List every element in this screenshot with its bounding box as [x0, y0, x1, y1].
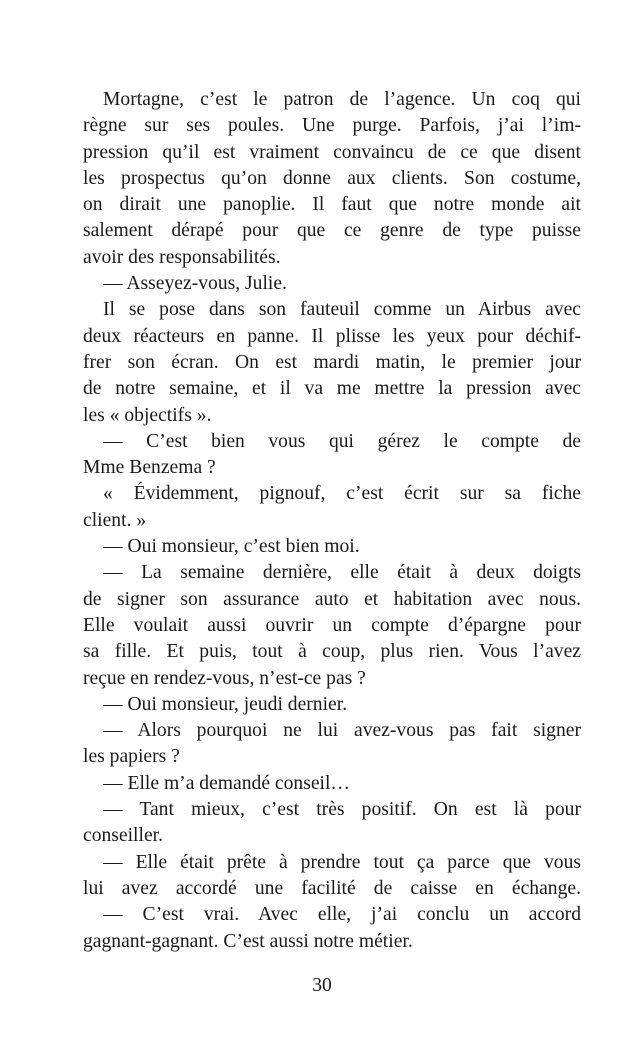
text-line: pression qu’il est vraiment convaincu de ce que disent — [83, 141, 581, 163]
text-line: de signer son assurance auto et habitation avec nous. — [83, 588, 581, 610]
text-line: — Asseyez-vous, Julie. — [103, 273, 287, 295]
page-number: 30 — [312, 975, 332, 996]
text-line: les papiers ? — [83, 746, 180, 768]
text-line: avoir des responsabilités. — [83, 246, 281, 268]
text-line: Il se pose dans son fauteuil comme un Airbus avec — [103, 299, 581, 321]
body-text — [83, 87, 581, 955]
text-line: client. » — [83, 509, 147, 531]
text-line: — Oui monsieur, jeudi dernier. — [103, 693, 348, 715]
text-line: règne sur ses poules. Une purge. Parfois, j’ai l’im- — [83, 115, 581, 137]
text-line: — La semaine dernière, elle était à deux doigts — [103, 562, 581, 584]
text-line: sa fille. Et puis, tout à coup, plus rien. Vous l’avez — [83, 641, 581, 663]
text-line: — Tant mieux, c’est très positif. On est là pour — [103, 799, 581, 821]
text-line: Elle voulait aussi ouvrir un compte d’épargne pour — [83, 614, 581, 636]
text-line: salement dérapé pour que ce genre de type puisse — [83, 220, 581, 242]
text-line: — Elle m’a demandé conseil… — [103, 772, 351, 794]
text-line: deux réacteurs en panne. Il plisse les yeux pour déchif- — [83, 325, 581, 347]
text-line: — Elle était prête à prendre tout ça parce que vous — [103, 851, 581, 873]
text-line: — Oui monsieur, c’est bien moi. — [103, 536, 360, 558]
text-line: lui avez accordé une facilité de caisse en échange. — [83, 877, 581, 899]
text-line: les prospectus qu’on donne aux clients. Son costume, — [83, 167, 581, 189]
text-line: Mortagne, c’est le patron de l’agence. Un coq qui — [103, 89, 581, 110]
text-line: on dirait une panoplie. Il faut que notre monde ait — [83, 194, 581, 216]
text-line: gagnant-gagnant. C’est aussi notre métier. — [83, 930, 413, 952]
text-line: de notre semaine, et il va me mettre la pression avec — [83, 378, 581, 400]
text-line: — C’est vrai. Avec elle, j’ai conclu un accord — [103, 904, 581, 926]
text-line: les « objectifs ». — [83, 404, 212, 426]
text-line: frer son écran. On est mardi matin, le premier jour — [83, 351, 581, 373]
text-line: — Alors pourquoi ne lui avez-vous pas fait signer — [103, 720, 581, 742]
text-line: conseiller. — [83, 825, 163, 847]
text-line: reçue en rendez-vous, n’est-ce pas ? — [83, 667, 366, 689]
text-line: — C’est bien vous qui gérez le compte de — [103, 430, 581, 452]
text-line: Mme Benzema ? — [83, 457, 216, 479]
text-line: « Évidemment, pignouf, c’est écrit sur sa fiche — [103, 483, 581, 505]
